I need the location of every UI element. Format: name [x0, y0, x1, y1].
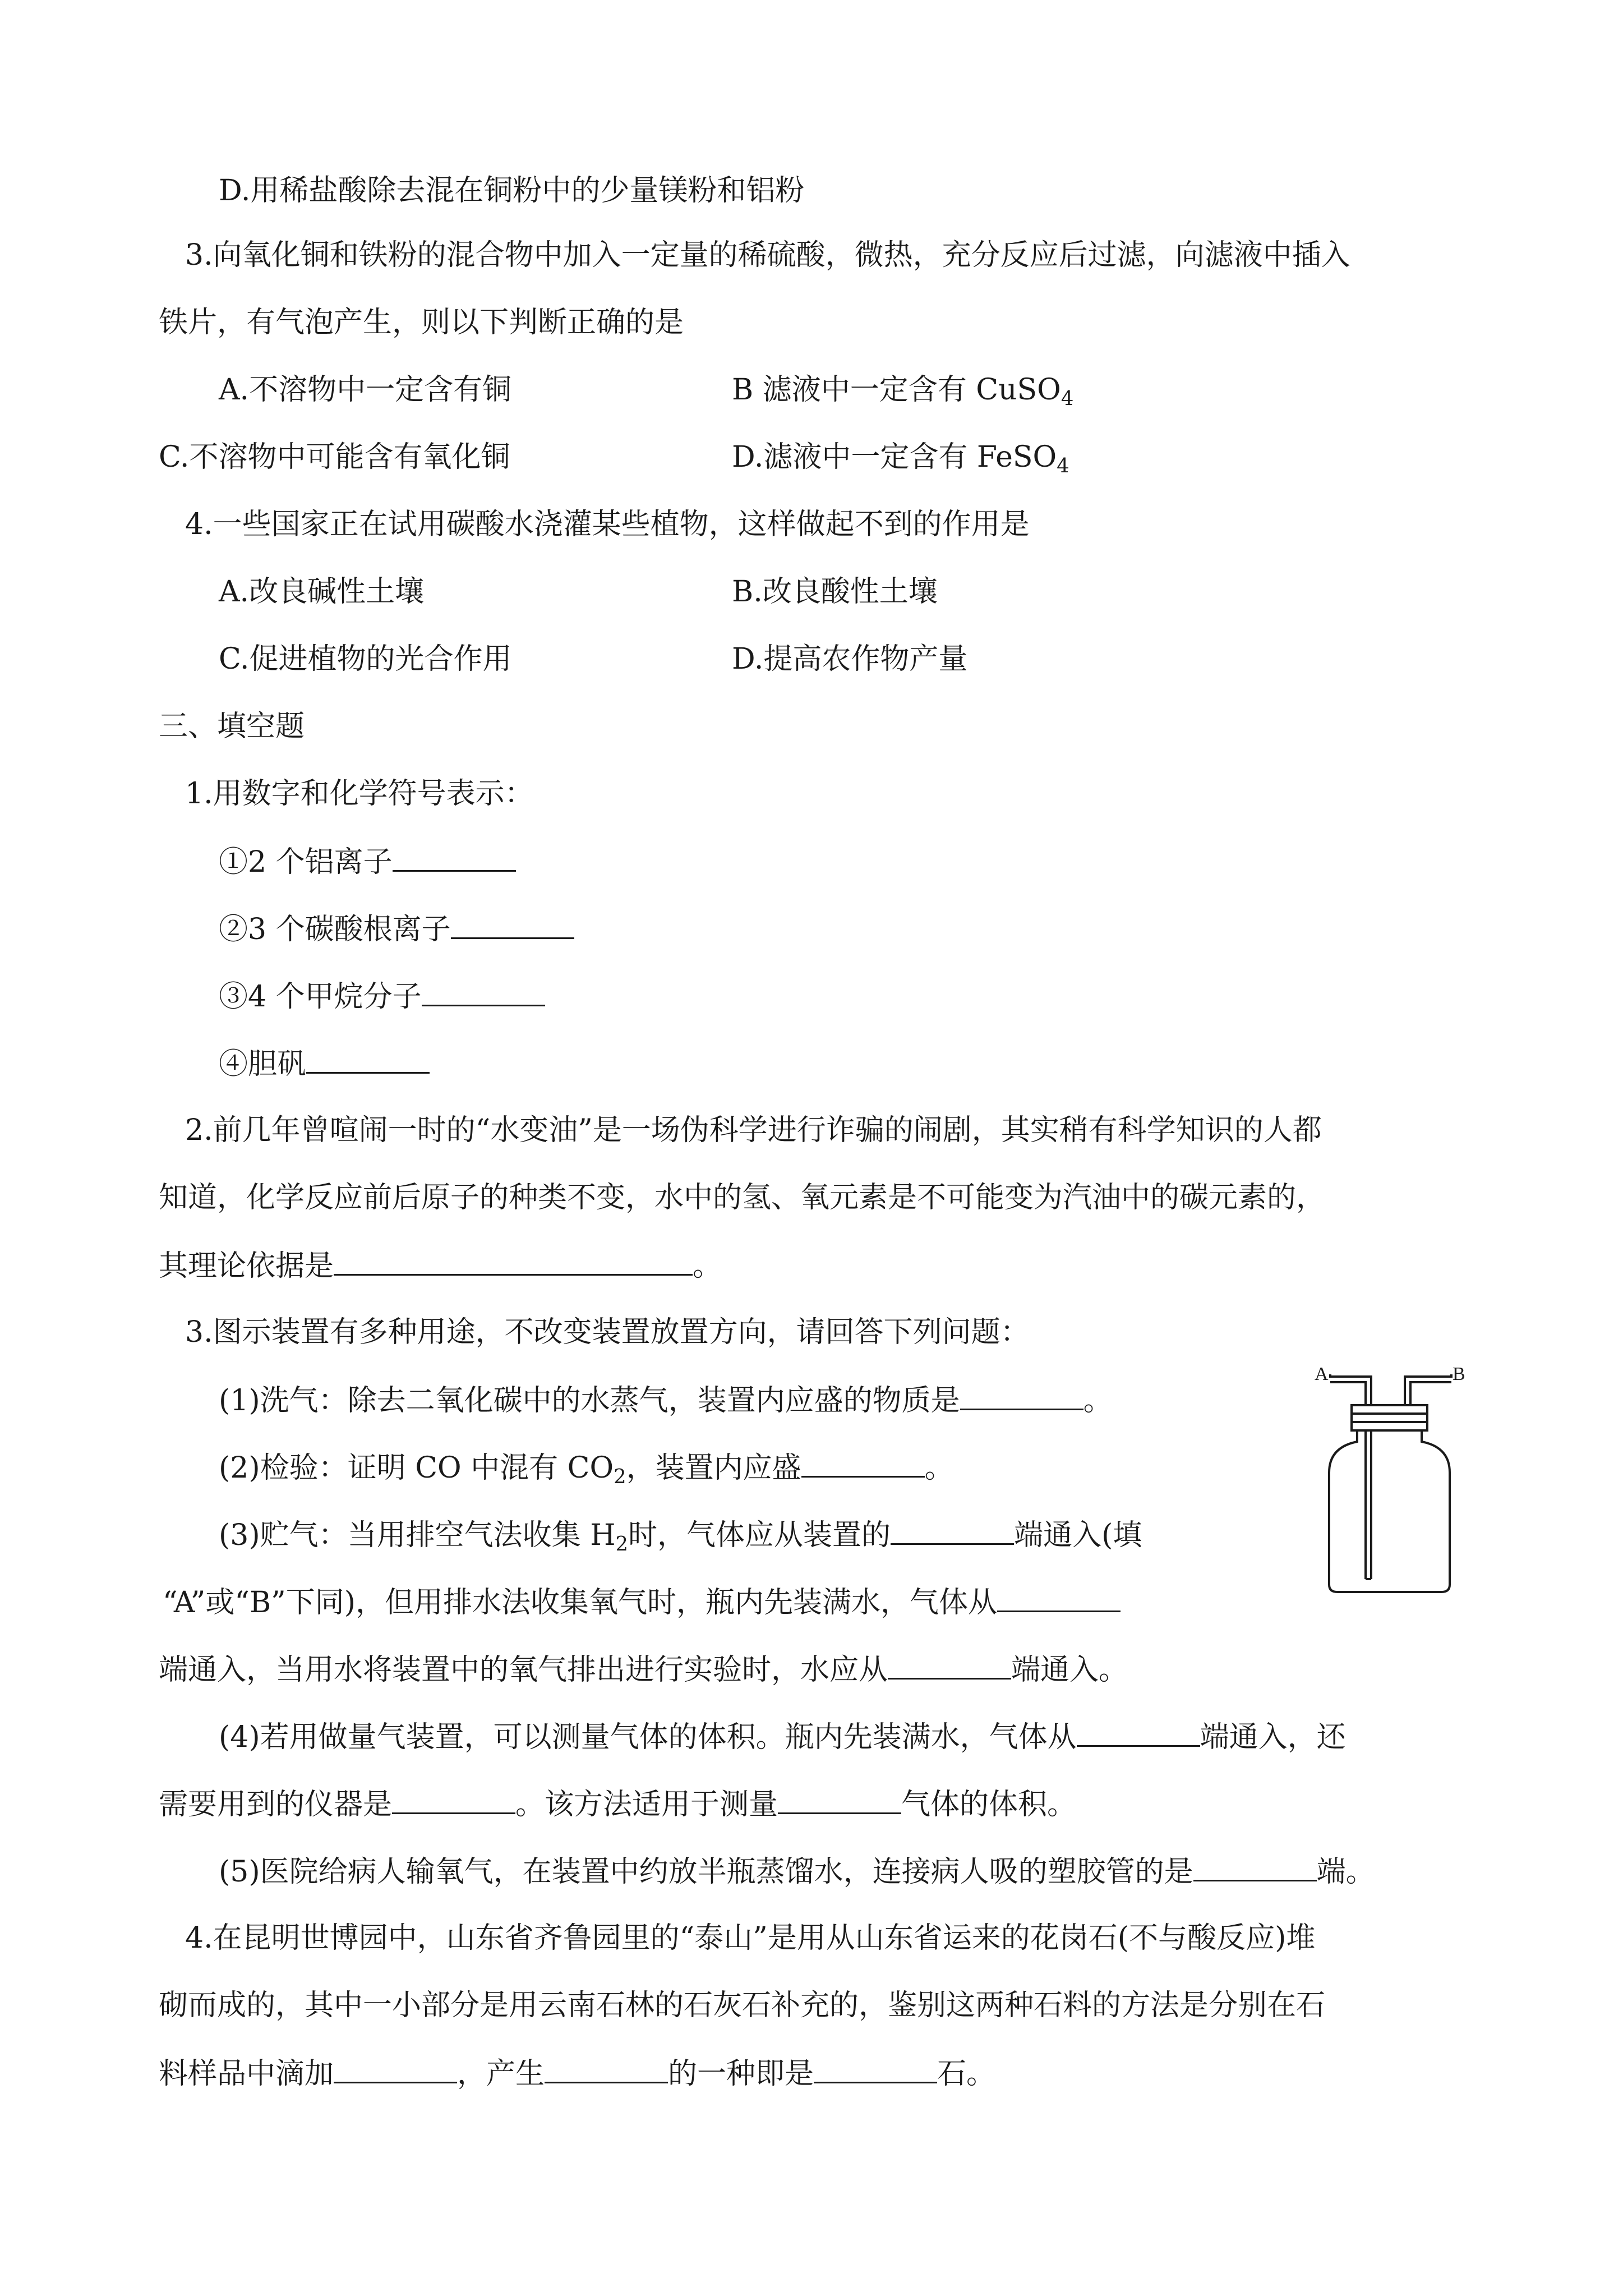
- label-a: A: [1315, 1364, 1329, 1384]
- f3-part4-line2: 需要用到的仪器是 。该方法适用于测量 气体的体积。: [159, 1788, 1077, 1821]
- answer-blank[interactable]: [888, 1652, 1011, 1680]
- answer-blank[interactable]: [422, 979, 545, 1006]
- section-title: 三、填空题: [159, 710, 305, 743]
- f3-part2: (2)检验：证明 CO 中混有 $CO_2$，装置内应盛 。: [219, 1451, 954, 1488]
- q3-stem-line2: 铁片，有气泡产生，则以下判断正确的是: [159, 306, 684, 339]
- q3-option-b: B 滤液中一定含有 CuSO$_4$: [732, 373, 1074, 410]
- f1-item-1: ①2 个铝离子: [219, 844, 516, 879]
- answer-blank[interactable]: [891, 1517, 1014, 1545]
- f4-line3: 料样品中滴加 ，产生 的一种即是 石。: [159, 2057, 996, 2091]
- q3-option-d: D.滤液中一定含有 FeSO$_4$: [732, 440, 1069, 477]
- f3-part5: (5)医院给病人输氧气，在装置中约放半瓶蒸馏水，连接病人吸的塑胶管的是 端。: [219, 1855, 1375, 1889]
- f3-part3-line2: “A”或“B”下同)，但用排水法收集氧气时，瓶内先装满水，气体从: [163, 1585, 1121, 1619]
- f3-stem: 3.图示装置有多种用途，不改变装置放置方向，请回答下列问题：: [185, 1315, 1030, 1349]
- f4-line1: 4.在昆明世博园中，山东省齐鲁园里的“泰山”是用从山东省运来的花岗石(不与酸反应)堆: [185, 1921, 1316, 1955]
- answer-blank[interactable]: [392, 1787, 515, 1814]
- f3-part3-line1: (3)贮气：当用排空气法收集 $H_2$时，气体应从装置的 端通入(填: [219, 1519, 1142, 1556]
- f2-line3: 其理论依据是 。: [159, 1249, 722, 1283]
- answer-blank[interactable]: [334, 2056, 457, 2083]
- f1-item-3: ③4 个甲烷分子: [219, 979, 545, 1014]
- f3-part1: (1)洗气：除去二氧化碳中的水蒸气，装置内应盛的物质是 。: [219, 1384, 1113, 1418]
- f1-item-2: ②3 个碳酸根离子: [219, 912, 574, 946]
- q4-option-a: A.改良碱性土壤: [219, 575, 425, 609]
- answer-blank[interactable]: [1193, 1854, 1317, 1881]
- q4-option-b: B.改良酸性土壤: [732, 575, 938, 609]
- f2-line1: 2.前几年曾喧闹一时的“水变油”是一场伪科学进行诈骗的闹剧，其实稍有科学知识的人都: [185, 1114, 1322, 1147]
- q4-option-d: D.提高农作物产量: [732, 642, 968, 676]
- label-b: B: [1453, 1364, 1465, 1384]
- q3-option-c: C.不溶物中可能含有氧化铜: [159, 440, 510, 474]
- f1-stem: 1.用数字和化学符号表示：: [185, 777, 534, 811]
- q3-option-a: A.不溶物中一定含有铜: [219, 373, 512, 407]
- answer-blank[interactable]: [393, 844, 516, 872]
- answer-blank[interactable]: [801, 1450, 925, 1478]
- q3-stem-line1: 3.向氧化铜和铁粉的混合物中加入一定量的稀硫酸，微热，充分反应后过滤，向滤液中插入: [185, 238, 1350, 272]
- answer-blank[interactable]: [1077, 1719, 1200, 1747]
- f4-line2: 砌而成的，其中一小部分是用云南石林的石灰石补充的，鉴别这两种石料的方法是分别在石: [159, 1989, 1326, 2022]
- gas-washing-bottle-diagram: [1312, 1363, 1469, 1599]
- answer-blank[interactable]: [306, 1046, 430, 1074]
- stopper: [1352, 1405, 1427, 1430]
- answer-blank[interactable]: [814, 2056, 937, 2083]
- q4-option-c: C.促进植物的光合作用: [219, 642, 512, 676]
- f1-item-4: ④胆矾: [219, 1046, 430, 1081]
- q4-stem: 4.一些国家正在试用碳酸水浇灌某些植物，这样做起不到的作用是: [185, 508, 1030, 541]
- q2-option-d: D.用稀盐酸除去混在铜粉中的少量镁粉和铝粉: [219, 174, 805, 208]
- answer-blank[interactable]: [997, 1585, 1121, 1612]
- answer-blank[interactable]: [545, 2056, 668, 2083]
- f2-line2: 知道，化学反应前后原子的种类不变，水中的氢、氧元素是不可能变为汽油中的碳元素的，: [159, 1181, 1326, 1214]
- answer-blank[interactable]: [451, 912, 574, 939]
- f3-part3-line3: 端通入，当用水将装置中的氧气排出进行实验时，水应从 端通入。: [159, 1653, 1128, 1687]
- bottle-body: [1329, 1430, 1450, 1592]
- answer-blank[interactable]: [334, 1248, 693, 1276]
- f3-part4-line1: (4)若用做量气装置，可以测量气体的体积。瓶内先装满水，气体从 端通入，还: [219, 1720, 1346, 1754]
- answer-blank[interactable]: [778, 1787, 901, 1814]
- answer-blank[interactable]: [960, 1383, 1083, 1410]
